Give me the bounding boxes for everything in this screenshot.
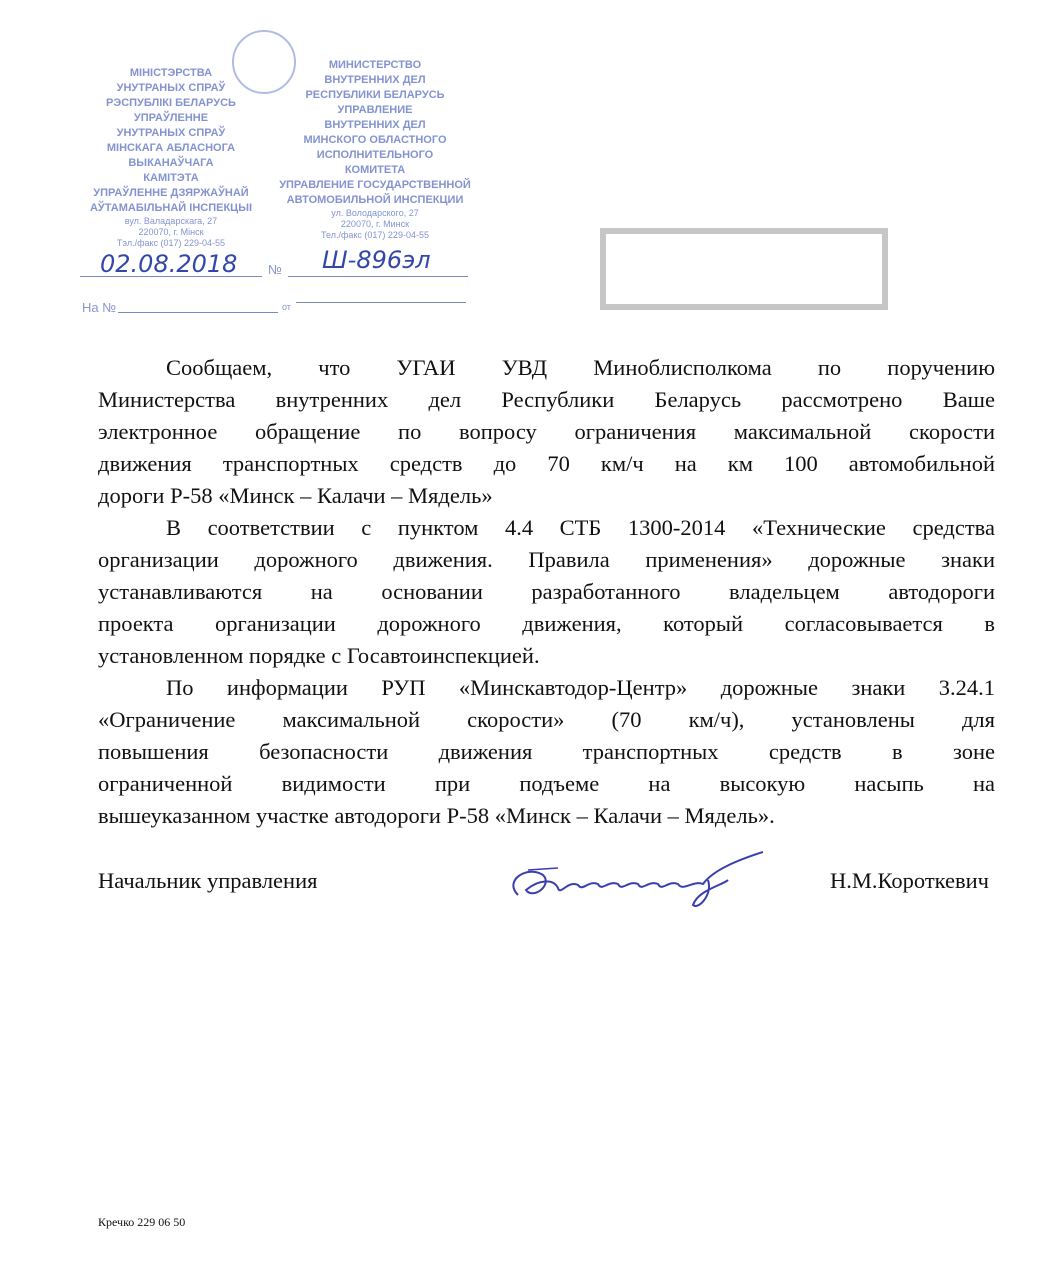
paragraph-3-line: повышения безопасности движения транспортных средств в зоне <box>98 739 995 764</box>
handwritten-signature <box>498 850 798 920</box>
number-line <box>288 276 468 277</box>
paragraph-3-line: вышеуказанном участке автодороги Р-58 «Минск – Калачи – Мядель». <box>98 803 775 828</box>
letterhead-line: УПРАВЛЕНИЕ <box>337 104 413 116</box>
letterhead-address-line: 220070, г. Минск <box>340 219 410 229</box>
paragraph-2-line: В соответствии с пунктом 4.4 СТБ 1300-2014 «Технические средства <box>166 515 995 540</box>
letterhead-address-line: 220070, г. Мінск <box>138 227 204 237</box>
letterhead-line: АЎТАМАБІЛЬНАЙ ІНСПЕКЦЫІ <box>89 202 253 214</box>
letterhead-address-line: вул. Валадарскага, 27 <box>124 216 218 226</box>
letterhead-line: МИНИСТЕРСТВО <box>328 59 422 71</box>
paragraph-3-line: «Ограничение максимальной скорости» (70 км/ч), установлены для <box>98 707 995 732</box>
reference-line <box>118 312 278 313</box>
letterhead-line: КАМІТЭТА <box>143 172 199 184</box>
letterhead-address-line: Тел./факс (017) 229-04-55 <box>321 230 429 240</box>
letterhead-line: МИНСКОГО ОБЛАСТНОГО <box>303 134 447 146</box>
paragraph-1-line: движения транспортных средств до 70 км/ч на км 100 автомобильной <box>98 451 995 476</box>
letterhead-line: РЕСПУБЛИКИ БЕЛАРУСЬ <box>305 89 445 101</box>
paragraph-1-line: Сообщаем, что УГАИ УВД Миноблисполкома по поручению <box>166 355 995 380</box>
letterhead-line: МІНСКАГА АБЛАСНОГА <box>106 142 236 154</box>
paragraph-3-line: ограниченной видимости при подъеме на высокую насыпь на <box>98 771 995 796</box>
letterhead-line: КОМИТЕТА <box>344 164 406 176</box>
letterhead-line: ВНУТРЕННИХ ДЕЛ <box>324 74 426 86</box>
letterhead-right <box>270 58 480 241</box>
signatory-name: Н.М.Короткевич <box>829 868 989 893</box>
letterhead-line: ВНУТРЕННИХ ДЕЛ <box>324 119 426 131</box>
reference-from-label: от <box>282 302 291 312</box>
signatory-title: Начальник управления <box>98 868 318 893</box>
letterhead-line: АВТОМОБИЛЬНОЙ ИНСПЕКЦИИ <box>286 194 464 206</box>
letterhead-line: МІНІСТЭРСТВА <box>129 67 213 79</box>
number-label: № <box>268 262 282 277</box>
paragraph-3-line: По информации РУП «Минскавтодор-Центр» дорожные знаки 3.24.1 <box>166 675 995 700</box>
reference-date-line <box>296 302 466 303</box>
letterhead-line: ВЫКАНАЎЧАГА <box>128 157 214 169</box>
letterhead-address-line: Тэл./факс (017) 229-04-55 <box>116 238 226 248</box>
letterhead-line: УПРАЎЛЕННЕ <box>133 112 209 124</box>
letterhead-line: УНУТРАНЫХ СПРАЎ <box>116 127 226 139</box>
letterhead-line: УПРАЎЛЕННЕ ДЗЯРЖАЎНАЙ <box>93 187 249 199</box>
reference-label: На № <box>82 300 117 315</box>
paragraph-1-line: Министерства внутренних дел Республики Беларусь рассмотрено Ваше <box>98 387 995 412</box>
letterhead-left <box>76 66 266 249</box>
redacted-addressee-box <box>600 228 888 310</box>
letterhead-line: ИСПОЛНИТЕЛЬНОГО <box>316 149 434 161</box>
paragraph-2-line: устанавливаются на основании разработанного владельцем автодороги <box>98 579 995 604</box>
paragraph-1-line: электронное обращение по вопросу ограничения максимальной скорости <box>98 419 995 444</box>
letterhead-line: УПРАВЛЕНИЕ ГОСУДАРСТВЕННОЙ <box>279 179 471 191</box>
letter-body <box>98 352 995 832</box>
letterhead-address-line: ул. Володарского, 27 <box>331 208 419 218</box>
executor-contact: Кречко 229 06 50 <box>98 1215 186 1229</box>
outgoing-date: 02.08.2018 <box>100 250 238 278</box>
paragraph-2-line: установленном порядке с Госавтоинспекцией. <box>98 643 540 668</box>
letterhead-line: РЭСПУБЛІКІ БЕЛАРУСЬ <box>106 97 236 109</box>
outgoing-number: Ш-896эл <box>322 246 431 274</box>
paragraph-1-line: дороги Р-58 «Минск – Калачи – Мядель» <box>98 483 493 508</box>
letterhead-line: УНУТРАНЫХ СПРАЎ <box>116 82 226 94</box>
paragraph-2-line: проекта организации дорожного движения, который согласовывается в <box>98 611 995 636</box>
paragraph-2-line: организации дорожного движения. Правила применения» дорожные знаки <box>98 547 995 572</box>
